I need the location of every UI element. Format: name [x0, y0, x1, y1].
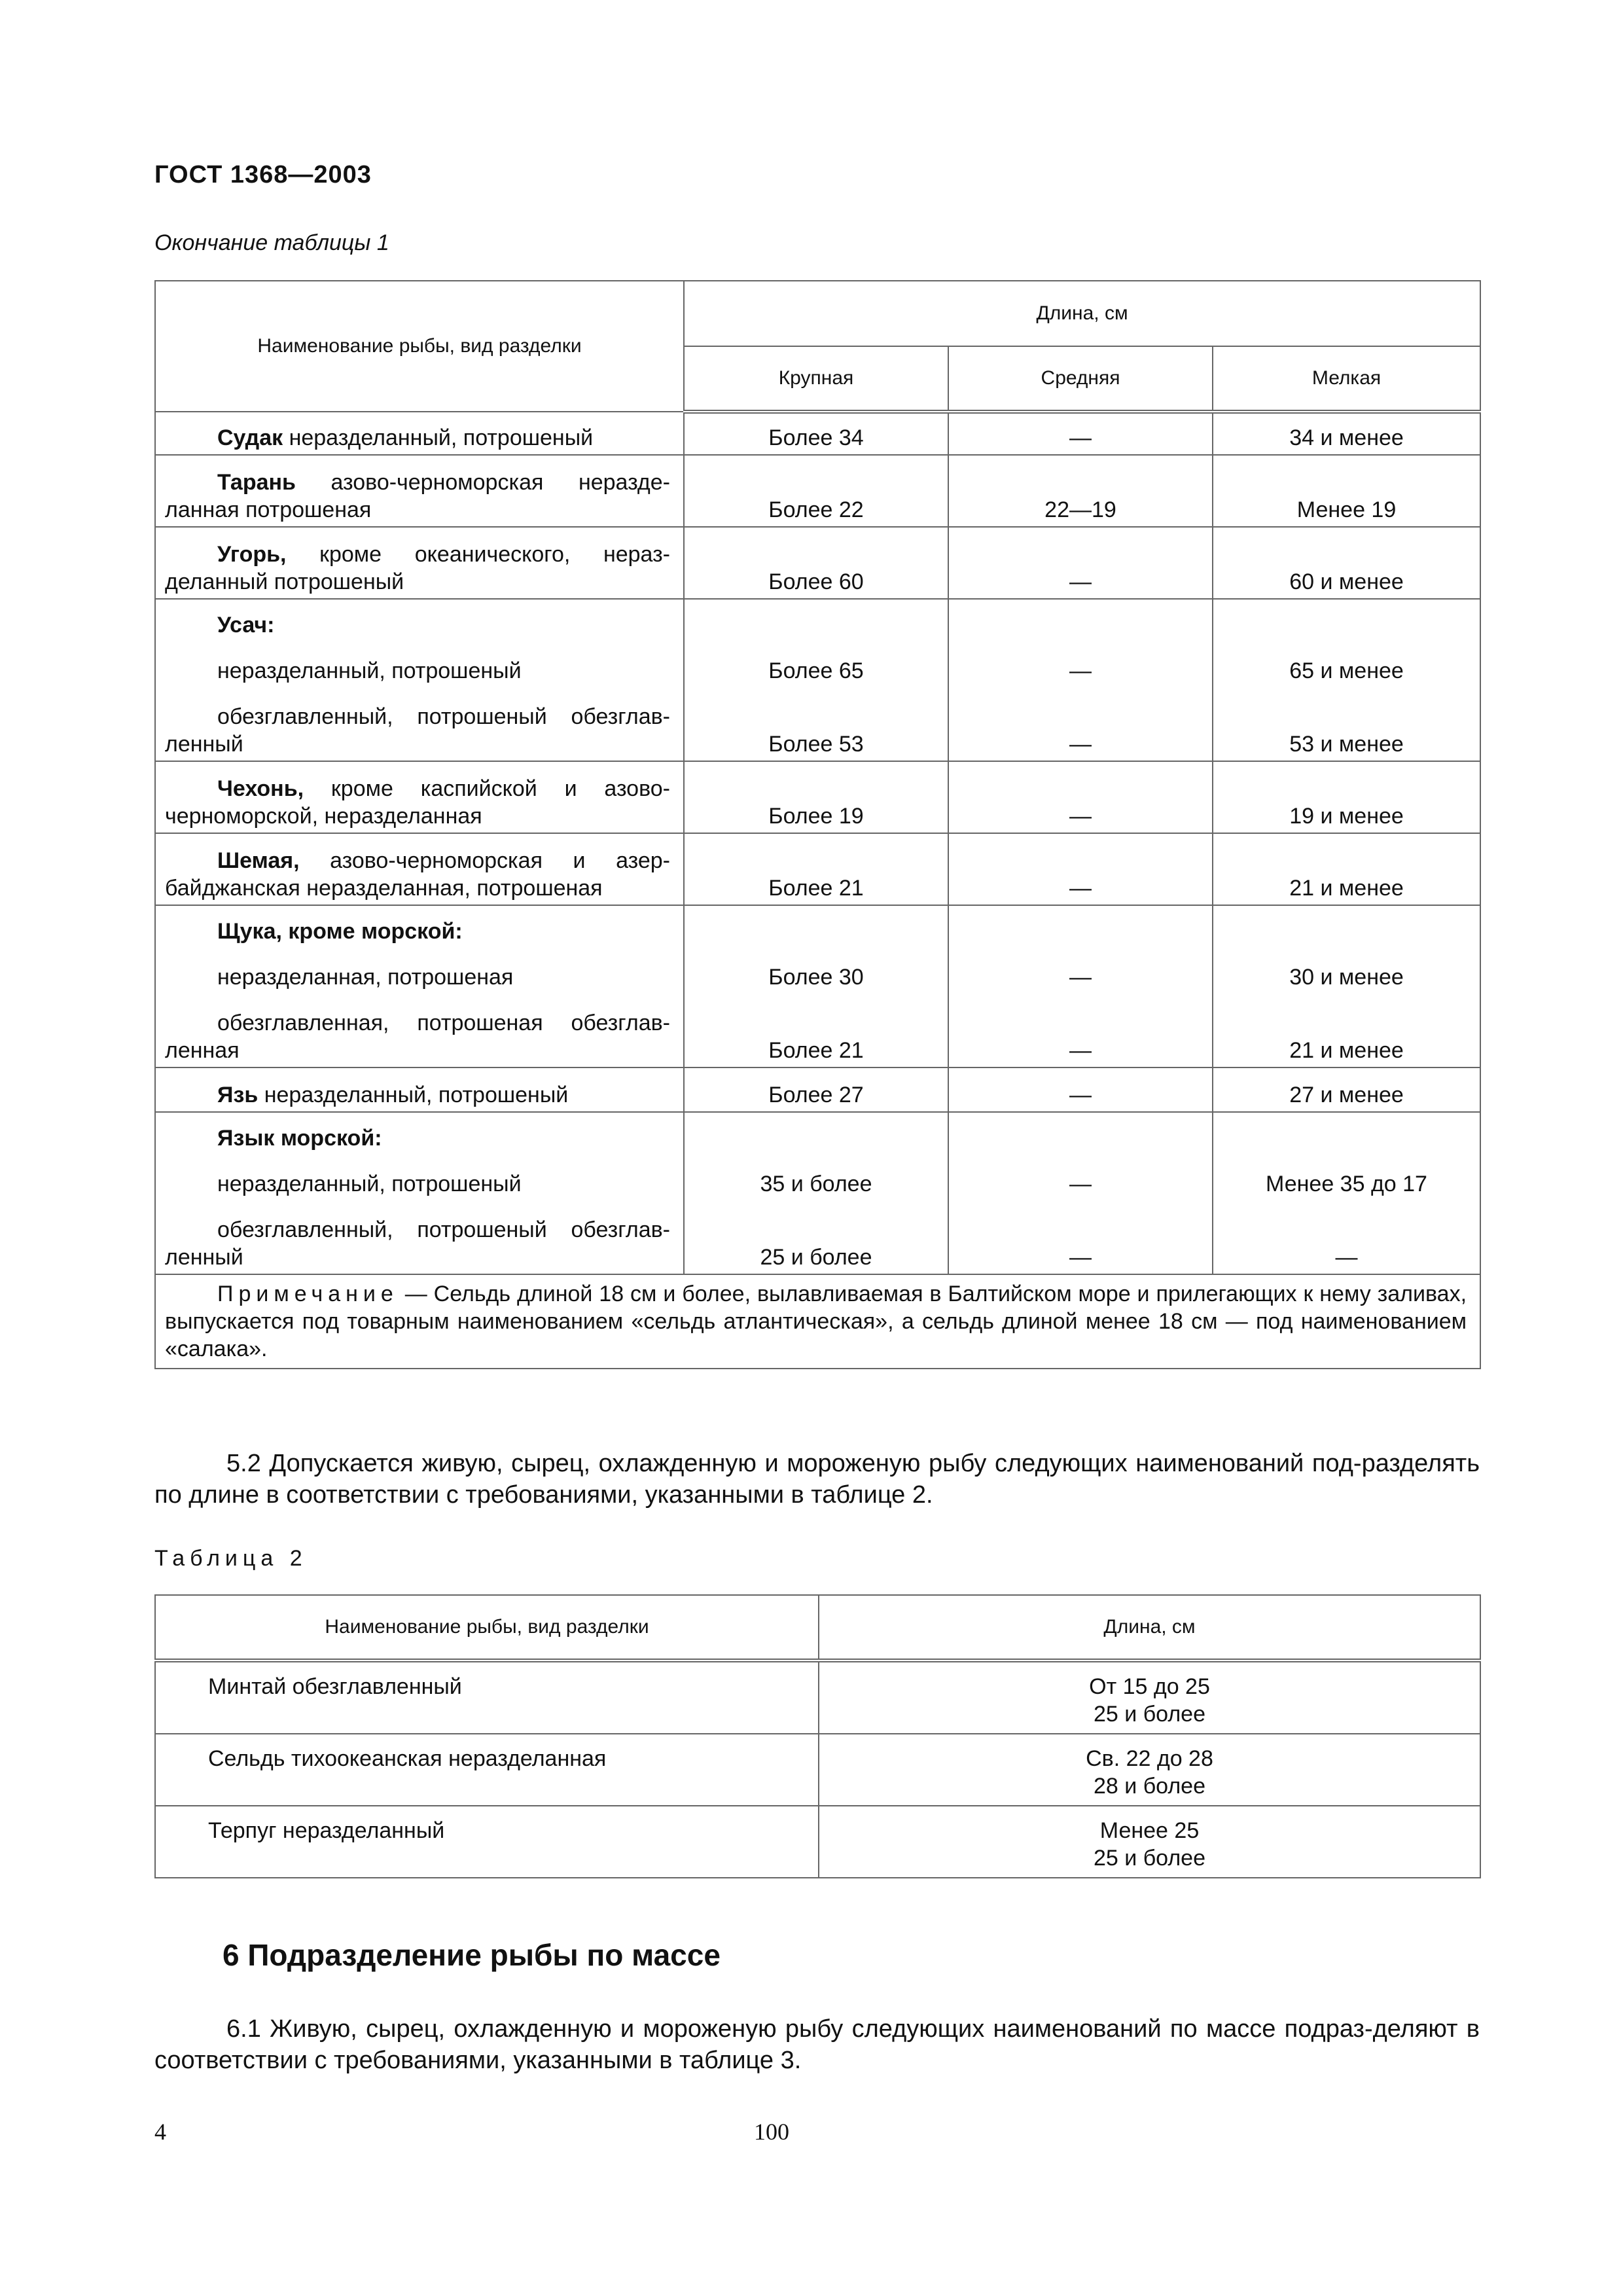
fish-name: Шемая, азово-черноморская и азер-байджанская неразделанная, потрошеная: [155, 833, 684, 905]
large-value: Более 19: [684, 761, 948, 833]
medium-value: —: [948, 833, 1213, 905]
col-header-small: Мелкая: [1213, 346, 1480, 412]
page-number: 4: [154, 2119, 166, 2145]
fish-name: Сельдь тихоокеанская неразделанная: [155, 1734, 819, 1806]
fish-name: Минтай обезглавленный: [155, 1660, 819, 1734]
small-value: 21 и менее: [1213, 833, 1480, 905]
table-row: [155, 1112, 1480, 1274]
medium-value: — —: [948, 905, 1213, 1067]
medium-value: 22—19: [948, 455, 1213, 527]
large-value: Более 21: [684, 833, 948, 905]
col-header-length: Длина, см: [819, 1595, 1480, 1660]
col-header-large: Крупная: [684, 346, 948, 412]
table-row: [155, 1067, 1480, 1112]
small-value: 27 и менее: [1213, 1067, 1480, 1112]
medium-value: —: [948, 761, 1213, 833]
length-value: Св. 22 до 28 28 и более: [819, 1734, 1480, 1806]
table-row: [155, 761, 1480, 833]
fish-name: Щука, кроме морской: неразделанная, потрошеная обезглавленная, потрошеная обезглав-ленная: [155, 905, 684, 1067]
note-label: Примечание: [217, 1282, 399, 1306]
small-value: 19 и менее: [1213, 761, 1480, 833]
fish-name: Тарань азово-черноморская неразде-ланная потрошеная: [155, 455, 684, 527]
table-1: [154, 280, 1481, 1369]
small-value: 65 и менее 53 и менее: [1213, 599, 1480, 761]
small-value: Менее 19: [1213, 455, 1480, 527]
table1-note: [155, 1274, 1480, 1369]
document-code: ГОСТ 1368—2003: [154, 161, 372, 188]
fish-name: Язь неразделанный, потрошеный: [155, 1067, 684, 1112]
col-header-name: Наименование рыбы, вид разделки: [155, 1595, 819, 1660]
table-row: [155, 412, 1480, 455]
small-value: 34 и менее: [1213, 412, 1480, 455]
table2-caption: Таблица 2: [154, 1546, 308, 1571]
table-row: [155, 833, 1480, 905]
col-header-length: Длина, см: [684, 281, 1480, 346]
small-value: 60 и менее: [1213, 527, 1480, 599]
paragraph-5-2: 5.2 Допускается живую, сырец, охлажденную и мороженую рыбу следующих наименований под-разделять по длине в соответствии с требованиями, указанными в таблице 2.: [154, 1450, 1480, 1509]
medium-value: —: [948, 412, 1213, 455]
small-value: Менее 35 до 17 —: [1213, 1112, 1480, 1274]
medium-value: —: [948, 527, 1213, 599]
large-value: Более 27: [684, 1067, 948, 1112]
fish-name: Язык морской: неразделанный, потрошеный обезглавленный, потрошеный обезглав-ленный: [155, 1112, 684, 1274]
large-value: 35 и более 25 и более: [684, 1112, 948, 1274]
length-value: От 15 до 25 25 и более: [819, 1660, 1480, 1734]
sheet-number: 100: [754, 2119, 789, 2145]
table-2: [154, 1594, 1481, 1878]
table1-caption: Окончание таблицы 1: [154, 230, 389, 255]
medium-value: —: [948, 1067, 1213, 1112]
table-row: [155, 1734, 1480, 1806]
table-row: [155, 527, 1480, 599]
large-value: Более 60: [684, 527, 948, 599]
table-row: [155, 1806, 1480, 1878]
fish-name: Угорь, кроме океанического, нераз-деланный потрошеный: [155, 527, 684, 599]
table-row: [155, 599, 1480, 761]
table-row: [155, 1660, 1480, 1734]
fish-name: Терпуг неразделанный: [155, 1806, 819, 1878]
col-header-medium: Средняя: [948, 346, 1213, 412]
medium-value: — —: [948, 599, 1213, 761]
small-value: 30 и менее 21 и менее: [1213, 905, 1480, 1067]
large-value: Более 30 Более 21: [684, 905, 948, 1067]
fish-name: Судак неразделанный, потрошеный: [155, 412, 684, 455]
col-header-name: Наименование рыбы, вид разделки: [155, 281, 684, 412]
fish-name: Усач: неразделанный, потрошеный обезглавленный, потрошеный обезглав-ленный: [155, 599, 684, 761]
length-value: Менее 25 25 и более: [819, 1806, 1480, 1878]
table-row: [155, 455, 1480, 527]
paragraph-6-1: 6.1 Живую, сырец, охлажденную и мороженую рыбу следующих наименований по массе подраз-деляют в соответствии с требованиями, указанными в таблице 3.: [154, 2015, 1480, 2074]
fish-name: Чехонь, кроме каспийской и азово-черноморской, неразделанная: [155, 761, 684, 833]
section-6-heading: 6 Подразделение рыбы по массе: [223, 1938, 721, 1972]
note-text: — Сельдь длиной 18 см и более, вылавливаемая в Балтийском море и прилегающих к нему заливах, выпускается под товарным наименованием «сельдь атлантическая», а сельдь длиной менее 18 см — под наименованием «салака».: [165, 1282, 1467, 1361]
large-value: Более 65 Более 53: [684, 599, 948, 761]
medium-value: — —: [948, 1112, 1213, 1274]
table-row: [155, 905, 1480, 1067]
large-value: Более 22: [684, 455, 948, 527]
large-value: Более 34: [684, 412, 948, 455]
